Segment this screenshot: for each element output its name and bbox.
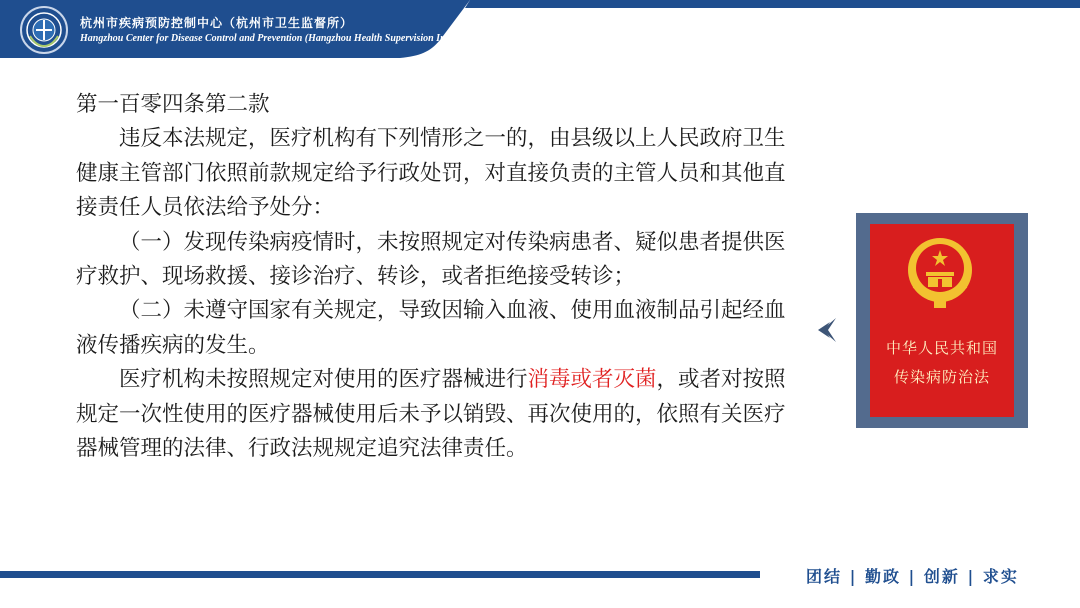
- org-name-en: Hangzhou Center for Disease Control and Prevention (Hangzhou Health Supervision Institution): [80, 33, 483, 44]
- paragraph-2: [76, 363, 806, 466]
- org-name-cn: 杭州市疾病预防控制中心（杭州市卫生监督所）: [80, 16, 354, 30]
- paragraph-2-part-1: 医疗机构未按照规定对使用的医疗器械进行: [119, 367, 528, 393]
- chevron-left-icon: [814, 316, 840, 344]
- cdc-logo-icon: [20, 6, 68, 54]
- footer-slogan: 团结 | 勤政 | 创新 | 求实: [806, 567, 1019, 586]
- list-item-1: （一）发现传染病疫情时，未按照规定对传染病患者、疑似患者提供医疗救护、现场救援、接诊治疗、转诊，或者拒绝接受转诊；: [76, 229, 786, 290]
- paragraph-2-part-2: ，或者对按照规定一次性使用的医疗器械使用后未予以销毁、再次使用的，依照有关医疗器械管理的法律、行政法规规定追究法律责任。: [76, 367, 786, 462]
- article-heading: 第一百零四条第二款: [76, 92, 270, 117]
- paragraph-1: 违反本法规定，医疗机构有下列情形之一的，由县级以上人民政府卫生健康主管部门依照前款规定给予行政处罚，对直接负责的主管人员和其他直接责任人员依法给予处分：: [76, 126, 786, 221]
- book-title-line-2: 传染病防治法: [893, 368, 990, 386]
- national-emblem-icon: [904, 234, 976, 310]
- header-background: [0, 0, 1080, 62]
- footer-bar: [0, 571, 760, 578]
- header-banner: [0, 0, 1080, 62]
- highlighted-text: 消毒或者灭菌: [527, 367, 657, 393]
- article-text: [76, 88, 806, 466]
- book-title-line-1: 中华人民共和国: [885, 339, 998, 357]
- list-item-2: （二）未遵守国家有关规定，导致因输入血液、使用血液制品引起经血液传播疾病的发生。: [76, 298, 786, 358]
